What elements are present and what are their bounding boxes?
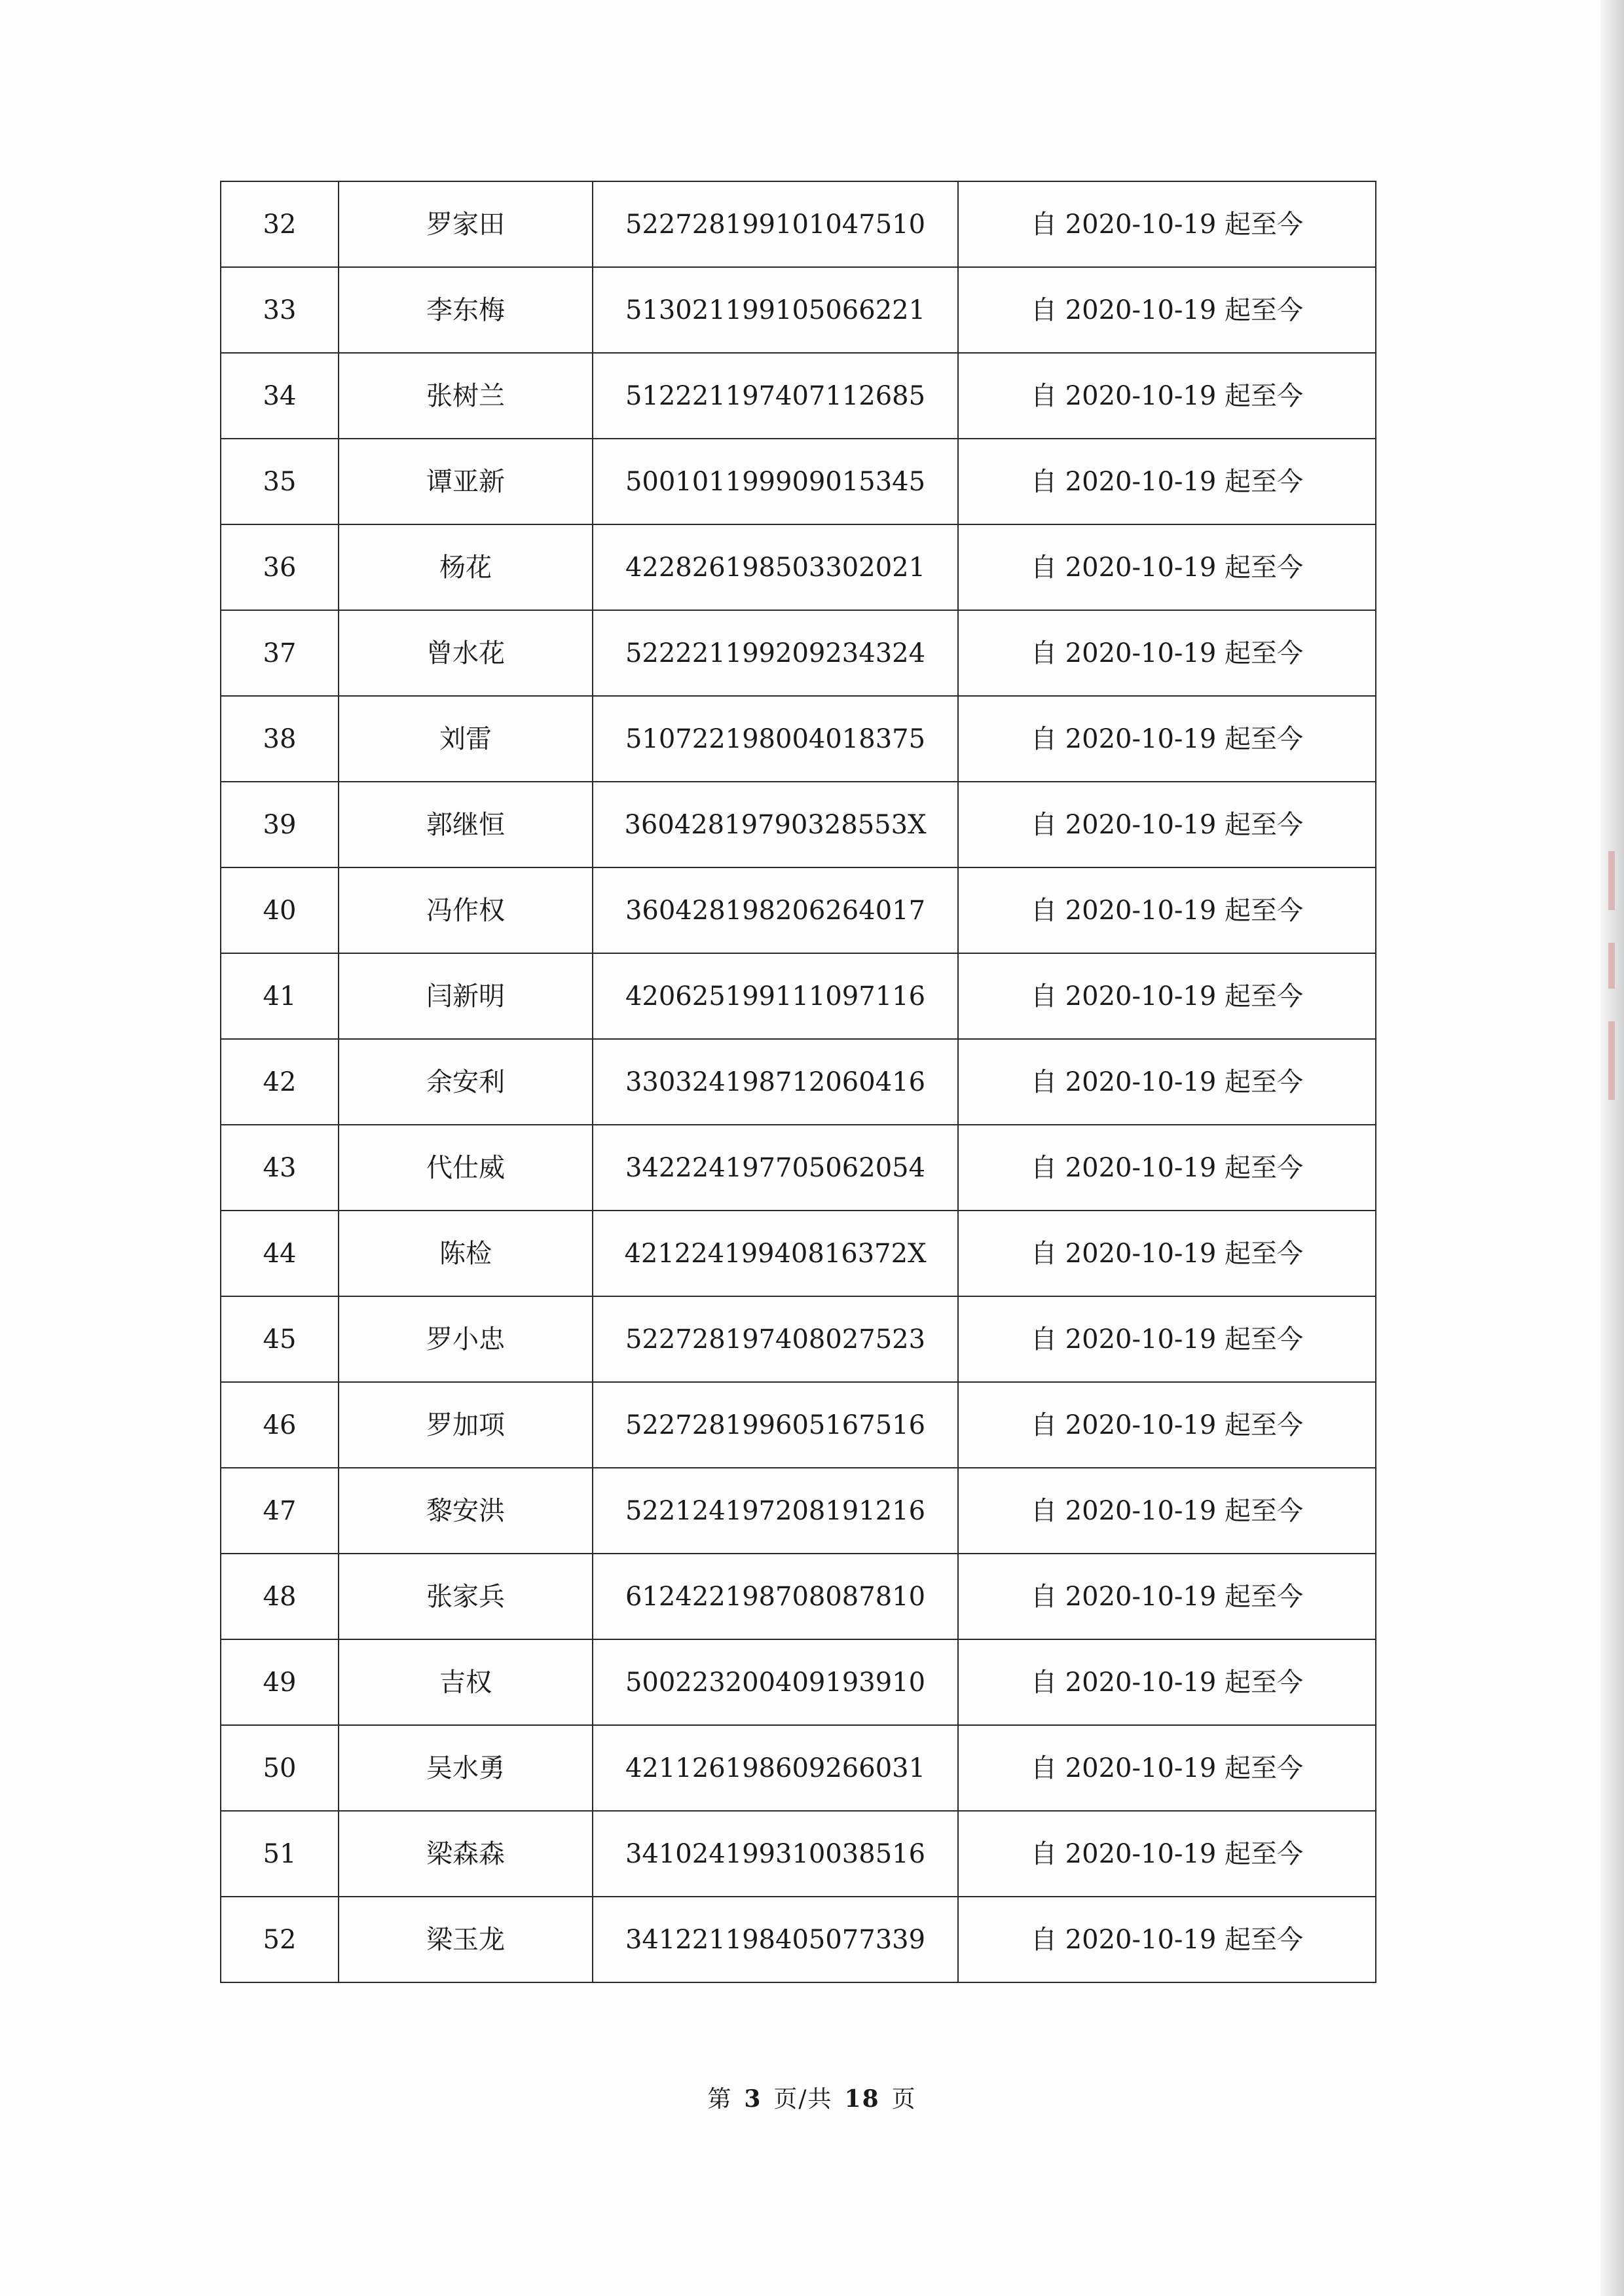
period-cell: 自 2020-10-19 起至今 [958, 267, 1376, 353]
period-cell: 自 2020-10-19 起至今 [958, 1382, 1376, 1468]
period-cell: 自 2020-10-19 起至今 [958, 1039, 1376, 1125]
id-number-cell: 500101199909015345 [593, 439, 958, 524]
row-number-cell: 48 [221, 1554, 339, 1639]
id-number-cell: 500223200409193910 [593, 1639, 958, 1725]
id-number-cell: 36042819790328553X [593, 782, 958, 867]
table-row [221, 1382, 1376, 1468]
table-row [221, 1897, 1376, 1982]
table-row [221, 867, 1376, 953]
id-number-cell: 360428198206264017 [593, 867, 958, 953]
id-number-cell: 522124197208191216 [593, 1468, 958, 1554]
id-number-cell: 342224197705062054 [593, 1125, 958, 1211]
table-row [221, 610, 1376, 696]
row-number-cell: 38 [221, 696, 339, 782]
id-number-cell: 330324198712060416 [593, 1039, 958, 1125]
period-cell: 自 2020-10-19 起至今 [958, 439, 1376, 524]
row-number-cell: 33 [221, 267, 339, 353]
name-cell: 李东梅 [339, 267, 593, 353]
roster-table [220, 181, 1376, 1983]
name-cell: 曾水花 [339, 610, 593, 696]
row-number-cell: 40 [221, 867, 339, 953]
name-cell: 梁玉龙 [339, 1897, 593, 1982]
name-cell: 冯作权 [339, 867, 593, 953]
id-number-cell: 510722198004018375 [593, 696, 958, 782]
name-cell: 吴水勇 [339, 1725, 593, 1811]
period-cell: 自 2020-10-19 起至今 [958, 1296, 1376, 1382]
id-number-cell: 421126198609266031 [593, 1725, 958, 1811]
footer-middle: 页/共 [773, 2086, 833, 2113]
row-number-cell: 49 [221, 1639, 339, 1725]
scan-mark [1608, 1021, 1615, 1100]
id-number-cell: 341024199310038516 [593, 1811, 958, 1897]
name-cell: 梁森森 [339, 1811, 593, 1897]
period-cell: 自 2020-10-19 起至今 [958, 1811, 1376, 1897]
scan-mark [1608, 851, 1615, 910]
row-number-cell: 50 [221, 1725, 339, 1811]
id-number-cell: 420625199111097116 [593, 953, 958, 1039]
row-number-cell: 36 [221, 524, 339, 610]
period-cell: 自 2020-10-19 起至今 [958, 1468, 1376, 1554]
name-cell: 闫新明 [339, 953, 593, 1039]
table-row [221, 1554, 1376, 1639]
table-row [221, 953, 1376, 1039]
table-row [221, 696, 1376, 782]
name-cell: 罗家田 [339, 181, 593, 267]
row-number-cell: 39 [221, 782, 339, 867]
table-row [221, 1468, 1376, 1554]
name-cell: 张树兰 [339, 353, 593, 439]
id-number-cell: 513021199105066221 [593, 267, 958, 353]
name-cell: 张家兵 [339, 1554, 593, 1639]
period-cell: 自 2020-10-19 起至今 [958, 696, 1376, 782]
row-number-cell: 37 [221, 610, 339, 696]
id-number-cell: 42122419940816372X [593, 1211, 958, 1296]
name-cell: 罗小忠 [339, 1296, 593, 1382]
name-cell: 吉权 [339, 1639, 593, 1725]
name-cell: 代仕威 [339, 1125, 593, 1211]
name-cell: 罗加项 [339, 1382, 593, 1468]
row-number-cell: 45 [221, 1296, 339, 1382]
page-footer [0, 2081, 1624, 2114]
row-number-cell: 32 [221, 181, 339, 267]
roster-body [221, 181, 1376, 1982]
id-number-cell: 341221198405077339 [593, 1897, 958, 1982]
table-row [221, 1639, 1376, 1725]
period-cell: 自 2020-10-19 起至今 [958, 867, 1376, 953]
row-number-cell: 46 [221, 1382, 339, 1468]
name-cell: 刘雷 [339, 696, 593, 782]
row-number-cell: 34 [221, 353, 339, 439]
period-cell: 自 2020-10-19 起至今 [958, 953, 1376, 1039]
id-number-cell: 522728199101047510 [593, 181, 958, 267]
name-cell: 谭亚新 [339, 439, 593, 524]
row-number-cell: 35 [221, 439, 339, 524]
footer-suffix: 页 [891, 2086, 917, 2113]
table-row [221, 1811, 1376, 1897]
period-cell: 自 2020-10-19 起至今 [958, 1125, 1376, 1211]
id-number-cell: 512221197407112685 [593, 353, 958, 439]
table-row [221, 439, 1376, 524]
row-number-cell: 51 [221, 1811, 339, 1897]
period-cell: 自 2020-10-19 起至今 [958, 1725, 1376, 1811]
period-cell: 自 2020-10-19 起至今 [958, 782, 1376, 867]
period-cell: 自 2020-10-19 起至今 [958, 1211, 1376, 1296]
period-cell: 自 2020-10-19 起至今 [958, 181, 1376, 267]
footer-current-page: 3 [744, 2085, 762, 2113]
row-number-cell: 41 [221, 953, 339, 1039]
table-row [221, 1725, 1376, 1811]
row-number-cell: 52 [221, 1897, 339, 1982]
row-number-cell: 42 [221, 1039, 339, 1125]
name-cell: 陈检 [339, 1211, 593, 1296]
footer-total-pages: 18 [844, 2085, 880, 2113]
period-cell: 自 2020-10-19 起至今 [958, 524, 1376, 610]
table-row [221, 181, 1376, 267]
period-cell: 自 2020-10-19 起至今 [958, 1554, 1376, 1639]
footer-prefix: 第 [707, 2086, 733, 2113]
table-row [221, 1125, 1376, 1211]
table-row [221, 267, 1376, 353]
row-number-cell: 43 [221, 1125, 339, 1211]
table-row [221, 524, 1376, 610]
table-row [221, 782, 1376, 867]
id-number-cell: 422826198503302021 [593, 524, 958, 610]
table-row [221, 353, 1376, 439]
table-row [221, 1039, 1376, 1125]
scan-mark [1608, 943, 1615, 989]
period-cell: 自 2020-10-19 起至今 [958, 610, 1376, 696]
name-cell: 余安利 [339, 1039, 593, 1125]
name-cell: 郭继恒 [339, 782, 593, 867]
id-number-cell: 522728197408027523 [593, 1296, 958, 1382]
period-cell: 自 2020-10-19 起至今 [958, 1639, 1376, 1725]
id-number-cell: 522728199605167516 [593, 1382, 958, 1468]
row-number-cell: 44 [221, 1211, 339, 1296]
name-cell: 黎安洪 [339, 1468, 593, 1554]
row-number-cell: 47 [221, 1468, 339, 1554]
id-number-cell: 612422198708087810 [593, 1554, 958, 1639]
period-cell: 自 2020-10-19 起至今 [958, 1897, 1376, 1982]
id-number-cell: 522221199209234324 [593, 610, 958, 696]
period-cell: 自 2020-10-19 起至今 [958, 353, 1376, 439]
table-row [221, 1296, 1376, 1382]
scan-edge [1600, 0, 1624, 2296]
table-row [221, 1211, 1376, 1296]
name-cell: 杨花 [339, 524, 593, 610]
